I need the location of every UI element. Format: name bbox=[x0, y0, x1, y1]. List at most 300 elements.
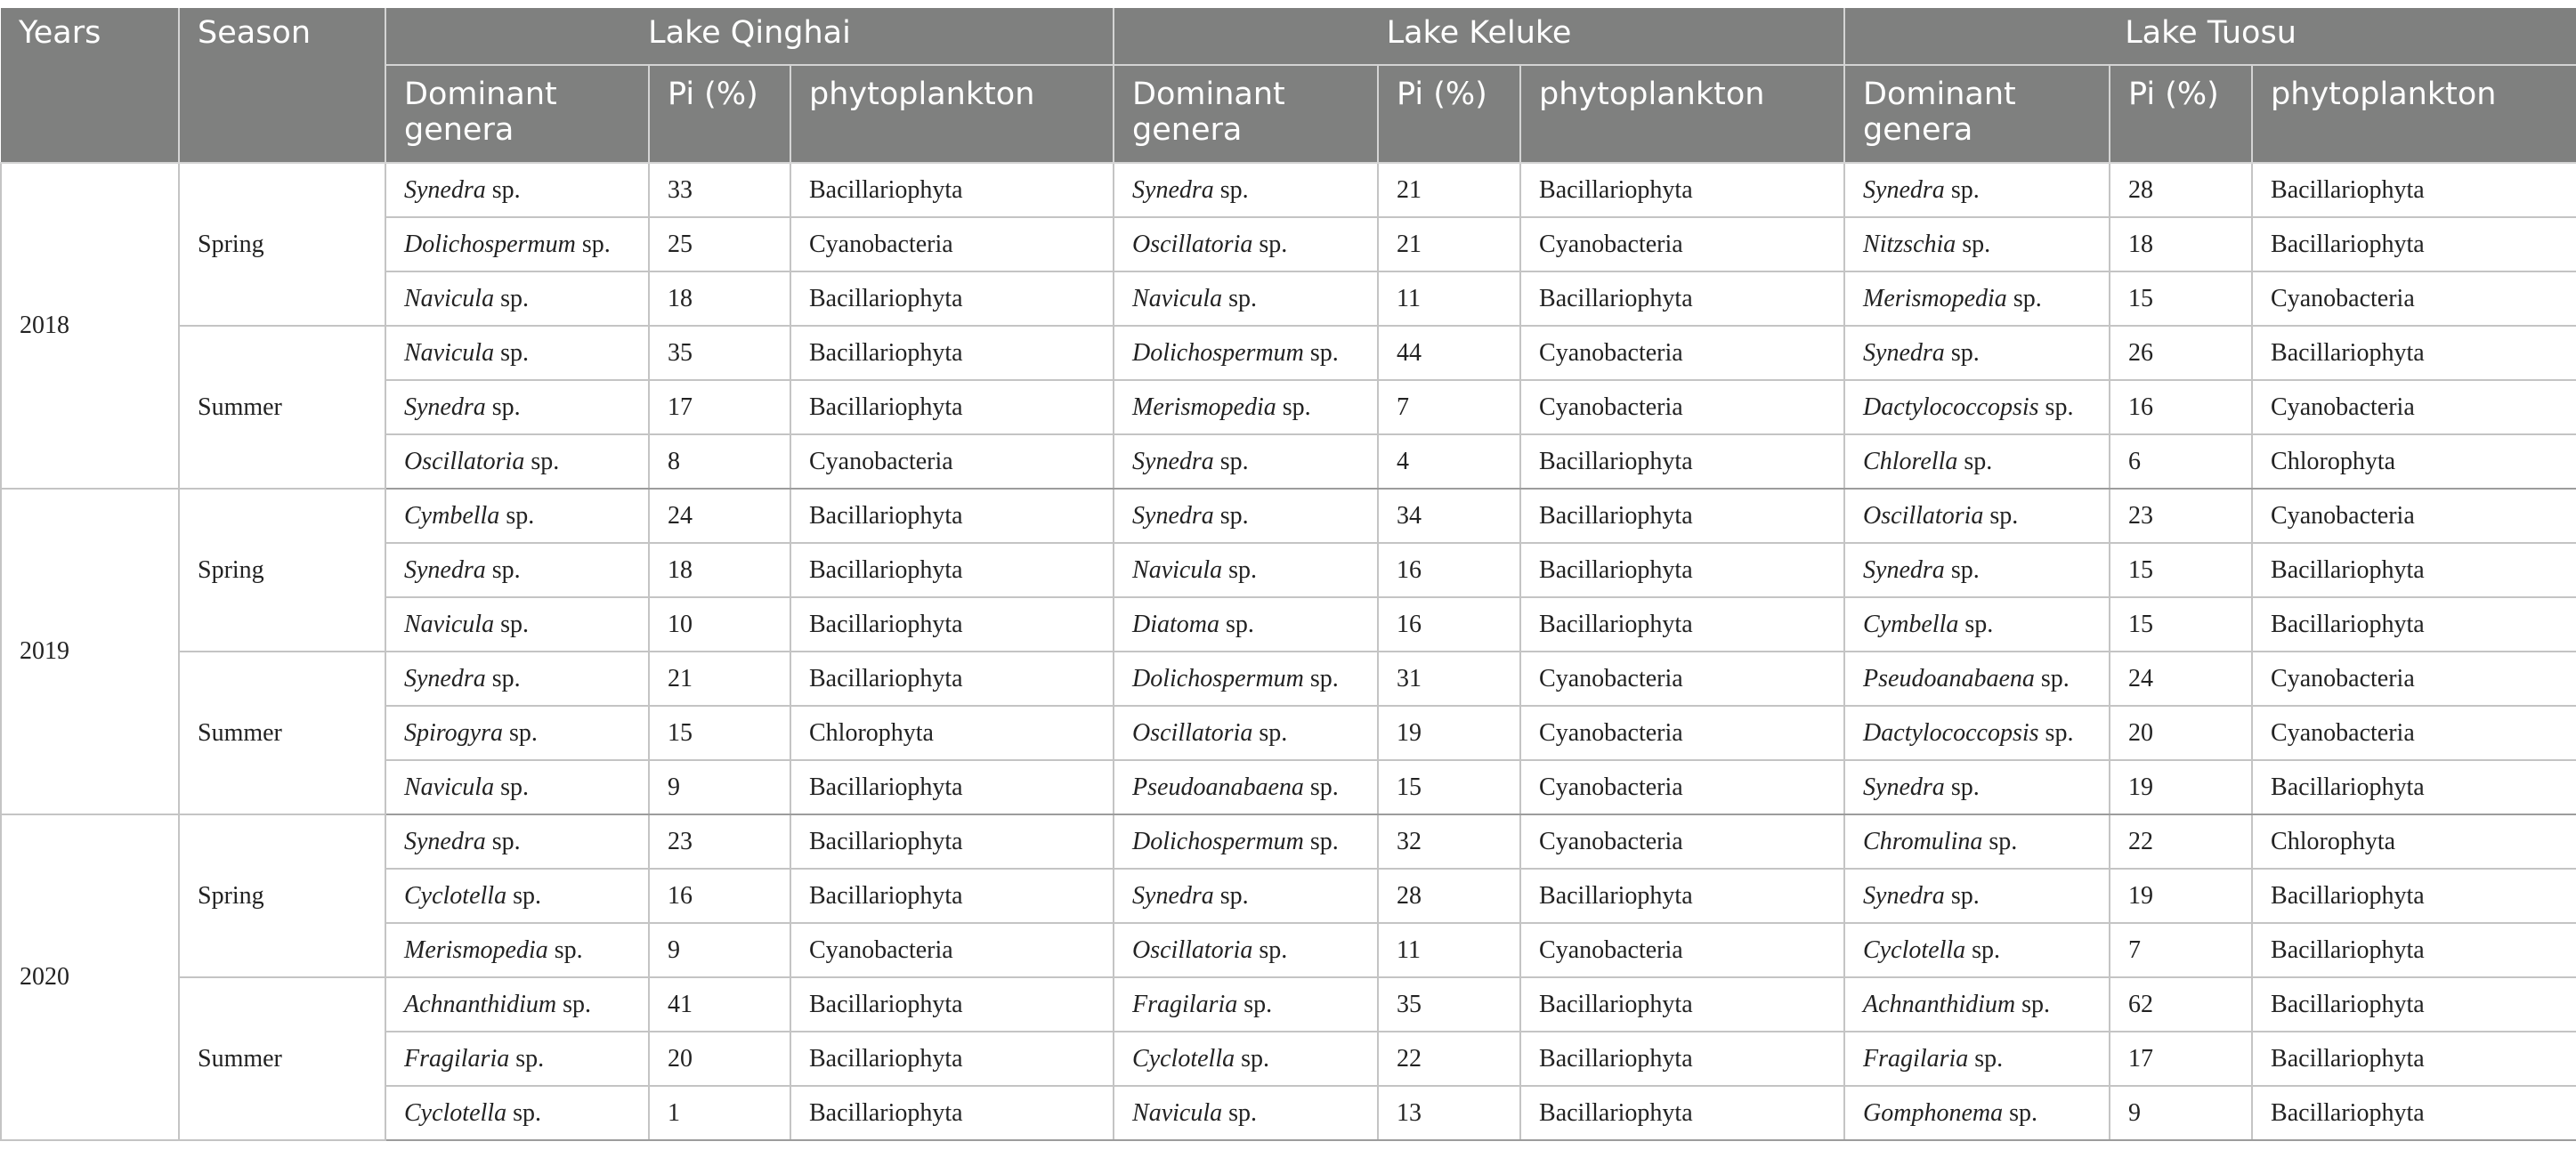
pi-cell: 18 bbox=[649, 543, 790, 597]
genus-name: Fragilaria bbox=[404, 1044, 510, 1073]
species-suffix: sp. bbox=[1213, 175, 1249, 204]
genus-name: Navicula bbox=[404, 284, 495, 312]
genus-cell bbox=[1844, 652, 2110, 706]
genus-cell bbox=[1114, 217, 1378, 271]
pi-cell: 15 bbox=[2110, 543, 2252, 597]
phylum-cell: Bacillariophyta bbox=[1520, 597, 1844, 652]
phylum-cell: Bacillariophyta bbox=[2252, 869, 2576, 923]
pi-cell: 1 bbox=[649, 1086, 790, 1140]
pi-cell: 10 bbox=[649, 597, 790, 652]
species-suffix: sp. bbox=[2003, 1098, 2038, 1127]
phylum-cell: Bacillariophyta bbox=[2252, 163, 2576, 217]
genus-name: Diatoma bbox=[1132, 610, 1220, 638]
phylum-cell: Bacillariophyta bbox=[1520, 543, 1844, 597]
pi-cell: 28 bbox=[1378, 869, 1520, 923]
genus-cell bbox=[1844, 380, 2110, 434]
years-header: Years bbox=[1, 8, 179, 163]
genus-name: Navicula bbox=[1132, 1098, 1223, 1127]
season-cell: Spring bbox=[179, 163, 385, 326]
genus-cell bbox=[385, 814, 649, 869]
genus-name: Dolichospermum bbox=[404, 230, 576, 258]
table-row bbox=[1, 1032, 2576, 1086]
lake-qinghai-header: Lake Qinghai bbox=[385, 8, 1114, 65]
species-suffix: sp. bbox=[485, 555, 521, 584]
genus-cell bbox=[1114, 760, 1378, 814]
species-suffix: sp. bbox=[494, 338, 529, 367]
table-row bbox=[1, 706, 2576, 760]
genus-cell bbox=[1844, 1086, 2110, 1140]
genus-name: Synedra bbox=[404, 393, 486, 421]
species-suffix: sp. bbox=[1276, 393, 1311, 421]
genus-cell bbox=[1844, 271, 2110, 326]
phylum-cell: Cyanobacteria bbox=[1520, 923, 1844, 977]
phylum-cell: Chlorophyta bbox=[2252, 814, 2576, 869]
species-suffix: sp. bbox=[1303, 338, 1339, 367]
genus-name: Cyclotella bbox=[1863, 935, 1966, 964]
genus-name: Merismopedia bbox=[1132, 393, 1276, 421]
phylum-cell: Bacillariophyta bbox=[790, 326, 1114, 380]
pi-cell: 23 bbox=[2110, 489, 2252, 543]
pi-cell: 23 bbox=[649, 814, 790, 869]
genus-name: Oscillatoria bbox=[1132, 718, 1253, 747]
phylum-cell: Cyanobacteria bbox=[790, 217, 1114, 271]
phylum-cell: Bacillariophyta bbox=[1520, 271, 1844, 326]
phylum-cell: Cyanobacteria bbox=[1520, 760, 1844, 814]
species-suffix: sp. bbox=[2006, 284, 2042, 312]
pi-cell: 34 bbox=[1378, 489, 1520, 543]
lake-keluke-header: Lake Keluke bbox=[1114, 8, 1844, 65]
pi-cell: 24 bbox=[649, 489, 790, 543]
pi-cell: 44 bbox=[1378, 326, 1520, 380]
phytoplankton-header: phytoplankton bbox=[1520, 65, 1844, 163]
dominant-genera-header: Dominant genera bbox=[385, 65, 649, 163]
phylum-cell: Bacillariophyta bbox=[1520, 163, 1844, 217]
genus-name: Pseudoanabaena bbox=[1132, 773, 1304, 801]
genus-cell bbox=[1114, 652, 1378, 706]
genus-cell bbox=[385, 326, 649, 380]
species-suffix: sp. bbox=[1965, 935, 2001, 964]
species-suffix: sp. bbox=[1303, 664, 1339, 692]
genus-name: Oscillatoria bbox=[404, 447, 525, 475]
genus-cell bbox=[1114, 977, 1378, 1032]
dominant-genera-header: Dominant genera bbox=[1114, 65, 1378, 163]
genus-name: Navicula bbox=[404, 773, 495, 801]
phylum-cell: Bacillariophyta bbox=[2252, 543, 2576, 597]
species-suffix: sp. bbox=[1944, 555, 1980, 584]
pi-cell: 31 bbox=[1378, 652, 1520, 706]
genus-name: Oscillatoria bbox=[1132, 230, 1253, 258]
pi-cell: 28 bbox=[2110, 163, 2252, 217]
genus-name: Synedra bbox=[1863, 555, 1945, 584]
table-row bbox=[1, 814, 2576, 869]
genus-name: Dactylococcopsis bbox=[1863, 718, 2039, 747]
pi-cell: 16 bbox=[649, 869, 790, 923]
table-row bbox=[1, 434, 2576, 489]
phylum-cell: Cyanobacteria bbox=[790, 434, 1114, 489]
species-suffix: sp. bbox=[506, 881, 541, 910]
pi-cell: 62 bbox=[2110, 977, 2252, 1032]
phylum-cell: Cyanobacteria bbox=[1520, 814, 1844, 869]
genus-name: Spirogyra bbox=[404, 718, 503, 747]
pi-cell: 16 bbox=[1378, 543, 1520, 597]
genus-cell bbox=[385, 706, 649, 760]
phylum-cell: Bacillariophyta bbox=[790, 543, 1114, 597]
species-suffix: sp. bbox=[1252, 935, 1288, 964]
pi-cell: 15 bbox=[1378, 760, 1520, 814]
table-row bbox=[1, 652, 2576, 706]
pi-cell: 19 bbox=[2110, 760, 2252, 814]
pi-cell: 33 bbox=[649, 163, 790, 217]
phylum-cell: Bacillariophyta bbox=[2252, 326, 2576, 380]
pi-cell: 22 bbox=[1378, 1032, 1520, 1086]
pi-cell: 4 bbox=[1378, 434, 1520, 489]
genus-cell bbox=[1844, 923, 2110, 977]
genus-name: Fragilaria bbox=[1132, 990, 1238, 1018]
pi-cell: 18 bbox=[649, 271, 790, 326]
genus-cell bbox=[1844, 977, 2110, 1032]
phylum-cell: Bacillariophyta bbox=[1520, 869, 1844, 923]
genus-cell bbox=[1844, 217, 2110, 271]
pi-header: Pi (%) bbox=[649, 65, 790, 163]
pi-cell: 19 bbox=[2110, 869, 2252, 923]
species-suffix: sp. bbox=[1944, 773, 1980, 801]
table-row bbox=[1, 869, 2576, 923]
genus-name: Cymbella bbox=[404, 501, 500, 530]
phytoplankton-header: phytoplankton bbox=[790, 65, 1114, 163]
phylum-cell: Cyanobacteria bbox=[2252, 271, 2576, 326]
pi-cell: 15 bbox=[2110, 597, 2252, 652]
genus-name: Gomphonema bbox=[1863, 1098, 2004, 1127]
phylum-cell: Bacillariophyta bbox=[1520, 434, 1844, 489]
phylum-cell: Bacillariophyta bbox=[790, 597, 1114, 652]
species-suffix: sp. bbox=[485, 827, 521, 855]
genus-cell bbox=[385, 163, 649, 217]
genus-cell bbox=[385, 1032, 649, 1086]
phylum-cell: Cyanobacteria bbox=[2252, 652, 2576, 706]
genus-name: Synedra bbox=[1132, 881, 1214, 910]
table-row bbox=[1, 380, 2576, 434]
table-row bbox=[1, 326, 2576, 380]
table-row bbox=[1, 163, 2576, 217]
species-suffix: sp. bbox=[1944, 175, 1980, 204]
genus-cell bbox=[1114, 434, 1378, 489]
phylum-cell: Cyanobacteria bbox=[1520, 217, 1844, 271]
pi-cell: 15 bbox=[649, 706, 790, 760]
season-cell: Summer bbox=[179, 326, 385, 489]
genus-name: Chlorella bbox=[1863, 447, 1958, 475]
species-suffix: sp. bbox=[2034, 664, 2070, 692]
genus-name: Synedra bbox=[1863, 881, 1945, 910]
phylum-cell: Cyanobacteria bbox=[2252, 706, 2576, 760]
species-suffix: sp. bbox=[509, 1044, 545, 1073]
genus-name: Synedra bbox=[1863, 175, 1945, 204]
pi-cell: 16 bbox=[1378, 597, 1520, 652]
genus-name: Navicula bbox=[1132, 555, 1223, 584]
species-suffix: sp. bbox=[499, 501, 535, 530]
pi-header: Pi (%) bbox=[2110, 65, 2252, 163]
phylum-cell: Bacillariophyta bbox=[2252, 977, 2576, 1032]
genus-name: Synedra bbox=[1863, 773, 1945, 801]
genus-cell bbox=[1114, 326, 1378, 380]
genus-cell bbox=[385, 380, 649, 434]
phytoplankton-header: phytoplankton bbox=[2252, 65, 2576, 163]
species-suffix: sp. bbox=[1213, 447, 1249, 475]
phylum-cell: Bacillariophyta bbox=[790, 760, 1114, 814]
genus-name: Synedra bbox=[1132, 175, 1214, 204]
genus-cell bbox=[385, 869, 649, 923]
pi-cell: 35 bbox=[649, 326, 790, 380]
table-header bbox=[1, 8, 2576, 163]
genus-cell bbox=[1114, 271, 1378, 326]
pi-cell: 17 bbox=[649, 380, 790, 434]
genus-cell bbox=[1844, 163, 2110, 217]
genus-cell bbox=[1114, 489, 1378, 543]
genus-name: Synedra bbox=[1132, 501, 1214, 530]
genus-cell bbox=[385, 217, 649, 271]
species-suffix: sp. bbox=[547, 935, 583, 964]
species-suffix: sp. bbox=[485, 393, 521, 421]
table-row bbox=[1, 923, 2576, 977]
genus-cell bbox=[1114, 706, 1378, 760]
species-suffix: sp. bbox=[1983, 501, 2019, 530]
pi-cell: 22 bbox=[2110, 814, 2252, 869]
phylum-cell: Cyanobacteria bbox=[1520, 652, 1844, 706]
species-suffix: sp. bbox=[1222, 555, 1258, 584]
genus-cell bbox=[1844, 434, 2110, 489]
season-cell: Spring bbox=[179, 489, 385, 652]
phylum-cell: Bacillariophyta bbox=[790, 489, 1114, 543]
species-suffix: sp. bbox=[494, 610, 529, 638]
phylum-cell: Cyanobacteria bbox=[1520, 380, 1844, 434]
table-row bbox=[1, 760, 2576, 814]
pi-cell: 15 bbox=[2110, 271, 2252, 326]
genus-name: Achnanthidium bbox=[1863, 990, 2016, 1018]
genus-cell bbox=[385, 923, 649, 977]
species-suffix: sp. bbox=[1213, 501, 1249, 530]
pi-cell: 20 bbox=[649, 1032, 790, 1086]
genus-cell bbox=[1114, 163, 1378, 217]
genus-cell bbox=[1114, 1086, 1378, 1140]
genus-cell bbox=[1844, 597, 2110, 652]
genus-name: Synedra bbox=[404, 827, 486, 855]
phylum-cell: Bacillariophyta bbox=[790, 271, 1114, 326]
genus-cell bbox=[385, 1086, 649, 1140]
genus-name: Cymbella bbox=[1863, 610, 1959, 638]
species-suffix: sp. bbox=[1956, 230, 1991, 258]
genus-name: Cyclotella bbox=[404, 881, 507, 910]
table-body bbox=[1, 163, 2576, 1140]
phylum-cell: Bacillariophyta bbox=[790, 652, 1114, 706]
phylum-cell: Bacillariophyta bbox=[790, 1086, 1114, 1140]
pi-cell: 6 bbox=[2110, 434, 2252, 489]
genus-cell bbox=[1844, 814, 2110, 869]
genus-name: Dolichospermum bbox=[1132, 664, 1304, 692]
phylum-cell: Bacillariophyta bbox=[790, 163, 1114, 217]
pi-cell: 16 bbox=[2110, 380, 2252, 434]
pi-cell: 19 bbox=[1378, 706, 1520, 760]
table-row bbox=[1, 489, 2576, 543]
phylum-cell: Bacillariophyta bbox=[2252, 1032, 2576, 1086]
phylum-cell: Chlorophyta bbox=[790, 706, 1114, 760]
genus-name: Oscillatoria bbox=[1863, 501, 1984, 530]
genus-name: Achnanthidium bbox=[404, 990, 557, 1018]
genus-name: Merismopedia bbox=[1863, 284, 2007, 312]
genus-cell bbox=[1114, 597, 1378, 652]
phylum-cell: Bacillariophyta bbox=[790, 814, 1114, 869]
pi-cell: 20 bbox=[2110, 706, 2252, 760]
genus-name: Merismopedia bbox=[404, 935, 548, 964]
year-cell: 2019 bbox=[1, 489, 179, 814]
pi-cell: 21 bbox=[1378, 217, 1520, 271]
pi-cell: 17 bbox=[2110, 1032, 2252, 1086]
genus-cell bbox=[1114, 814, 1378, 869]
genus-cell bbox=[1114, 869, 1378, 923]
species-suffix: sp. bbox=[2038, 393, 2074, 421]
species-suffix: sp. bbox=[1957, 447, 1993, 475]
species-suffix: sp. bbox=[556, 990, 591, 1018]
dominant-genera-header: Dominant genera bbox=[1844, 65, 2110, 163]
phylum-cell: Cyanobacteria bbox=[790, 923, 1114, 977]
phylum-cell: Chlorophyta bbox=[2252, 434, 2576, 489]
genus-name: Navicula bbox=[1132, 284, 1223, 312]
table-row bbox=[1, 597, 2576, 652]
genus-cell bbox=[1844, 326, 2110, 380]
species-suffix: sp. bbox=[1222, 1098, 1258, 1127]
season-cell: Summer bbox=[179, 977, 385, 1140]
pi-cell: 8 bbox=[649, 434, 790, 489]
year-cell: 2018 bbox=[1, 163, 179, 489]
genus-name: Synedra bbox=[404, 664, 486, 692]
genus-name: Fragilaria bbox=[1863, 1044, 1969, 1073]
genus-cell bbox=[1114, 1032, 1378, 1086]
species-suffix: sp. bbox=[1252, 718, 1288, 747]
phylum-cell: Bacillariophyta bbox=[1520, 1032, 1844, 1086]
genus-cell bbox=[1844, 489, 2110, 543]
species-suffix: sp. bbox=[502, 718, 538, 747]
lake-tuosu-header: Lake Tuosu bbox=[1844, 8, 2576, 65]
genus-cell bbox=[385, 977, 649, 1032]
table-row bbox=[1, 271, 2576, 326]
genus-name: Dolichospermum bbox=[1132, 338, 1304, 367]
pi-cell: 21 bbox=[649, 652, 790, 706]
phylum-cell: Bacillariophyta bbox=[790, 869, 1114, 923]
pi-cell: 26 bbox=[2110, 326, 2252, 380]
phylum-cell: Cyanobacteria bbox=[1520, 326, 1844, 380]
phylum-cell: Bacillariophyta bbox=[2252, 597, 2576, 652]
genus-cell bbox=[1844, 1032, 2110, 1086]
species-suffix: sp. bbox=[1968, 1044, 2004, 1073]
genus-cell bbox=[1114, 380, 1378, 434]
species-suffix: sp. bbox=[524, 447, 560, 475]
genus-cell bbox=[385, 597, 649, 652]
phylum-cell: Cyanobacteria bbox=[2252, 489, 2576, 543]
genus-cell bbox=[385, 434, 649, 489]
phylum-cell: Cyanobacteria bbox=[1520, 706, 1844, 760]
genus-cell bbox=[1844, 543, 2110, 597]
genus-name: Cyclotella bbox=[404, 1098, 507, 1127]
pi-cell: 25 bbox=[649, 217, 790, 271]
genus-cell bbox=[385, 652, 649, 706]
genus-name: Dactylococcopsis bbox=[1863, 393, 2039, 421]
table-row bbox=[1, 217, 2576, 271]
species-suffix: sp. bbox=[1944, 881, 1980, 910]
species-suffix: sp. bbox=[1944, 338, 1980, 367]
pi-cell: 21 bbox=[1378, 163, 1520, 217]
table-row bbox=[1, 977, 2576, 1032]
pi-header: Pi (%) bbox=[1378, 65, 1520, 163]
species-suffix: sp. bbox=[494, 284, 529, 312]
pi-cell: 32 bbox=[1378, 814, 1520, 869]
phylum-cell: Bacillariophyta bbox=[1520, 977, 1844, 1032]
phylum-cell: Bacillariophyta bbox=[2252, 923, 2576, 977]
pi-cell: 7 bbox=[1378, 380, 1520, 434]
genus-name: Nitzschia bbox=[1863, 230, 1956, 258]
species-suffix: sp. bbox=[1303, 827, 1339, 855]
genus-cell bbox=[1114, 923, 1378, 977]
phytoplankton-table bbox=[0, 8, 2576, 1141]
pi-cell: 35 bbox=[1378, 977, 1520, 1032]
genus-name: Pseudoanabaena bbox=[1863, 664, 2035, 692]
species-suffix: sp. bbox=[1222, 284, 1258, 312]
genus-cell bbox=[385, 760, 649, 814]
genus-name: Oscillatoria bbox=[1132, 935, 1253, 964]
genus-name: Navicula bbox=[404, 610, 495, 638]
species-suffix: sp. bbox=[1303, 773, 1339, 801]
pi-cell: 9 bbox=[649, 923, 790, 977]
pi-cell: 13 bbox=[1378, 1086, 1520, 1140]
genus-name: Synedra bbox=[1863, 338, 1945, 367]
pi-cell: 41 bbox=[649, 977, 790, 1032]
species-suffix: sp. bbox=[485, 175, 521, 204]
phylum-cell: Bacillariophyta bbox=[2252, 1086, 2576, 1140]
phylum-cell: Bacillariophyta bbox=[2252, 760, 2576, 814]
genus-name: Navicula bbox=[404, 338, 495, 367]
genus-cell bbox=[1844, 869, 2110, 923]
genus-name: Dolichospermum bbox=[1132, 827, 1304, 855]
year-cell: 2020 bbox=[1, 814, 179, 1140]
species-suffix: sp. bbox=[494, 773, 529, 801]
genus-name: Chromulina bbox=[1863, 827, 1983, 855]
species-suffix: sp. bbox=[506, 1098, 541, 1127]
phylum-cell: Bacillariophyta bbox=[790, 1032, 1114, 1086]
genus-name: Cyclotella bbox=[1132, 1044, 1235, 1073]
genus-name: Synedra bbox=[1132, 447, 1214, 475]
season-cell: Summer bbox=[179, 652, 385, 814]
pi-cell: 9 bbox=[2110, 1086, 2252, 1140]
phylum-cell: Bacillariophyta bbox=[790, 380, 1114, 434]
phylum-cell: Bacillariophyta bbox=[1520, 1086, 1844, 1140]
genus-cell bbox=[1844, 760, 2110, 814]
phylum-cell: Bacillariophyta bbox=[790, 977, 1114, 1032]
species-suffix: sp. bbox=[2038, 718, 2074, 747]
pi-cell: 7 bbox=[2110, 923, 2252, 977]
genus-name: Synedra bbox=[404, 175, 486, 204]
season-cell: Spring bbox=[179, 814, 385, 977]
genus-cell bbox=[385, 543, 649, 597]
genus-cell bbox=[385, 489, 649, 543]
genus-cell bbox=[1844, 706, 2110, 760]
table-row bbox=[1, 543, 2576, 597]
table-row bbox=[1, 1086, 2576, 1140]
genus-cell bbox=[385, 271, 649, 326]
species-suffix: sp. bbox=[1213, 881, 1249, 910]
species-suffix: sp. bbox=[1219, 610, 1254, 638]
pi-cell: 18 bbox=[2110, 217, 2252, 271]
species-suffix: sp. bbox=[575, 230, 611, 258]
pi-cell: 24 bbox=[2110, 652, 2252, 706]
pi-cell: 11 bbox=[1378, 923, 1520, 977]
phylum-cell: Bacillariophyta bbox=[2252, 217, 2576, 271]
